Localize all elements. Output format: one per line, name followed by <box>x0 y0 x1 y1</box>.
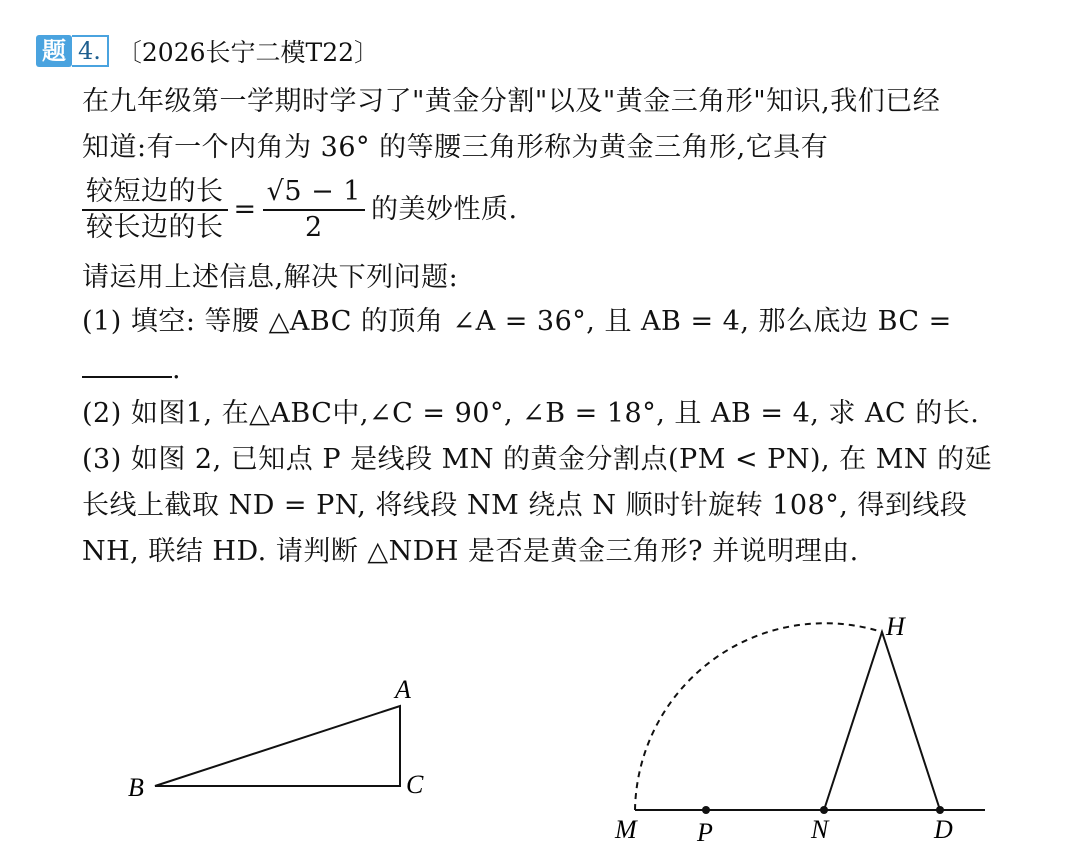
golden-ratio-denominator: 2 <box>304 212 323 243</box>
figure-2 <box>600 605 1000 845</box>
golden-ratio-numerator: √5 − 1 <box>263 175 365 211</box>
label-a: A <box>395 675 411 704</box>
triangle-abc <box>155 706 400 786</box>
question-3-line-1: (3) 如图 2, 已知点 P 是线段 MN 的黄金分割点(PM < PN), 在 MN 的延 <box>82 444 993 475</box>
question-badge: 题 <box>36 35 72 67</box>
intro-line-1: 在九年级第一学期时学习了"黄金分割"以及"黄金三角形"知识,我们已经 <box>82 86 941 117</box>
prompt-line: 请运用上述信息,解决下列问题: <box>82 262 459 293</box>
ratio-denominator: 较长边的长 <box>86 212 224 243</box>
point-d <box>936 806 944 814</box>
intro-line-3-tail: 的美妙性质. <box>370 194 518 225</box>
question-2-line: (2) 如图1, 在△ABC中,∠C = 90°, ∠B = 18°, 且 AB = 4, 求 AC 的长. <box>82 398 980 429</box>
ratio-fraction <box>82 175 228 245</box>
question-header <box>36 34 379 68</box>
figure-1 <box>110 665 440 815</box>
point-p <box>702 806 710 814</box>
rotation-arc <box>635 623 882 810</box>
question-number: 4. <box>72 35 109 67</box>
ratio-numerator: 较短边的长 <box>82 175 228 211</box>
label-h: H <box>886 612 905 641</box>
question-source: 〔2026长宁二模T22〕 <box>116 38 380 67</box>
question-3-line-3: NH, 联结 HD. 请判断 △NDH 是否是黄金三角形? 并说明理由. <box>82 536 859 567</box>
label-b: B <box>128 773 144 802</box>
label-p: P <box>697 818 713 845</box>
question-3-line-2: 长线上截取 ND = PN, 将线段 NM 绕点 N 顺时针旋转 108°, 得到线段 <box>82 490 968 521</box>
question-1-line: (1) 填空: 等腰 △ABC 的顶角 ∠A = 36°, 且 AB = 4, 那么底边 BC = <box>82 306 952 337</box>
answer-blank-period: . <box>172 354 182 385</box>
intro-line-2: 知道:有一个内角为 36° 的等腰三角形称为黄金三角形,它具有 <box>82 132 829 163</box>
triangle-ndh <box>824 632 940 810</box>
answer-blank[interactable] <box>82 350 172 378</box>
point-n <box>820 806 828 814</box>
label-c: C <box>406 770 424 799</box>
golden-ratio-fraction <box>263 175 365 245</box>
question-1-answer-line <box>82 350 181 390</box>
label-m: M <box>615 815 637 844</box>
label-n: N <box>811 815 829 844</box>
equals-sign: = <box>233 194 257 225</box>
intro-formula-line <box>82 172 518 248</box>
label-d: D <box>934 815 953 844</box>
